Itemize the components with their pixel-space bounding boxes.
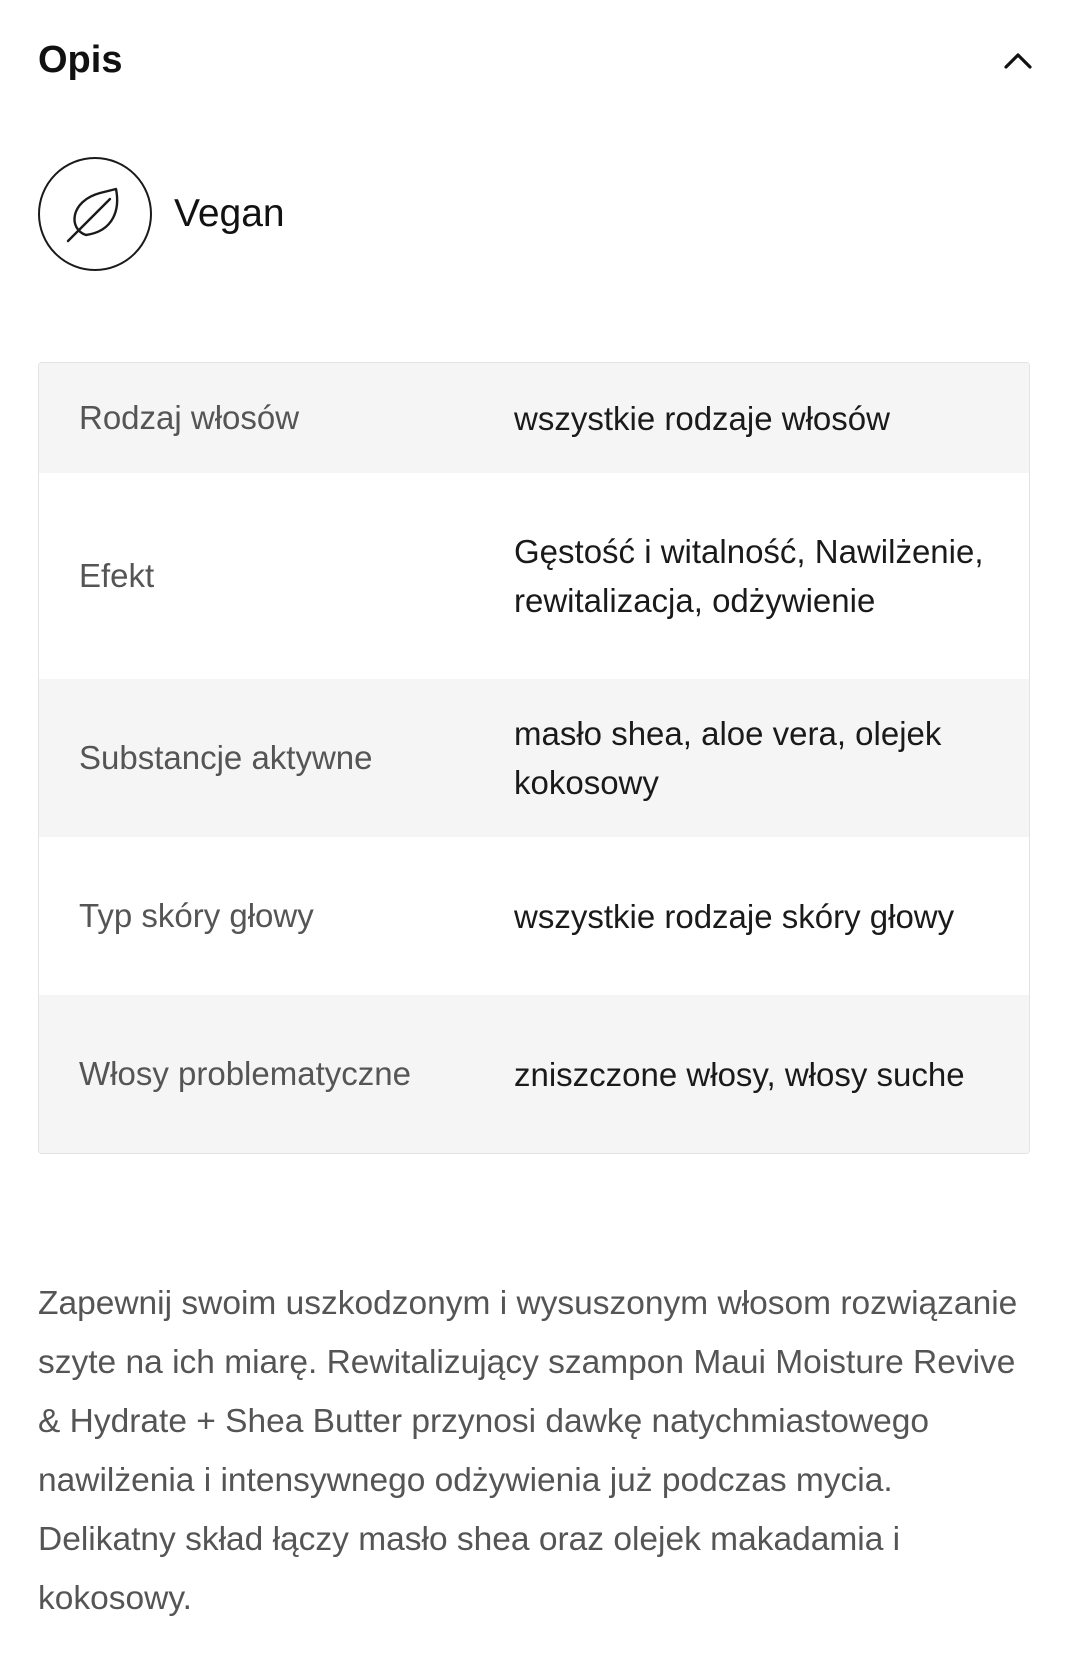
spec-key: Rodzaj włosów bbox=[79, 399, 300, 436]
spec-key: Typ skóry głowy bbox=[79, 897, 314, 934]
spec-key: Efekt bbox=[79, 557, 155, 594]
badge-label: Vegan bbox=[174, 192, 285, 235]
spec-key: Włosy problematyczne bbox=[79, 1055, 411, 1092]
spec-value: wszystkie rodzaje skóry głowy bbox=[514, 897, 955, 935]
spec-row bbox=[39, 995, 1029, 1153]
chevron-up-icon bbox=[1003, 50, 1033, 70]
badge-circle bbox=[38, 157, 152, 271]
spec-table bbox=[38, 362, 1030, 1154]
spec-row bbox=[39, 363, 1029, 473]
leaf-icon bbox=[60, 179, 130, 249]
spec-value: wszystkie rodzaje włosów bbox=[514, 399, 890, 437]
section-title: Opis bbox=[38, 38, 123, 81]
vegan-badge bbox=[38, 155, 285, 273]
spec-value: masło shea, aloe vera, olejek kokosowy bbox=[514, 715, 942, 801]
spec-row bbox=[39, 679, 1029, 837]
spec-value: Gęstość i witalność, Nawilżenie, rewitalizacja, odżywienie bbox=[514, 533, 984, 619]
spec-row bbox=[39, 473, 1029, 679]
collapse-button[interactable] bbox=[990, 32, 1046, 88]
spec-row bbox=[39, 837, 1029, 995]
product-description: Zapewnij swoim uszkodzonym i wysuszonym włosom rozwiązanie szyte na ich miarę. Rewitalizujący szampon Maui Moisture Revive & Hydrate + Shea Butter przynosi dawkę natychmiastowego nawilżenia i intensywnego odżywienia już podczas mycia. Delikatny skład łączy masło shea oraz olejek makadamia i kokosowy. bbox=[38, 1285, 1018, 1617]
spec-value: zniszczone włosy, włosy suche bbox=[514, 1055, 965, 1093]
section-header[interactable] bbox=[38, 28, 1038, 92]
spec-key: Substancje aktywne bbox=[79, 739, 373, 776]
